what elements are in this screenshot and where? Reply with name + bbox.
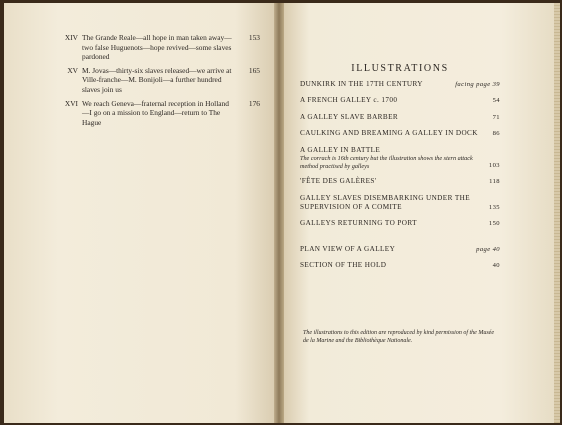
illustration-title: A GALLEY IN BATTLE [300, 145, 381, 154]
illustrations-footnote: The illustrations to this edition are reproduced by kind permission of the Musée de la Marine and the Bibliothèque Nationale. [303, 330, 494, 344]
chapter-page: 176 [248, 98, 260, 108]
page-edges [554, 3, 560, 423]
illustration-entry [300, 146, 500, 171]
illustration-entry [300, 219, 500, 228]
illustrations-list [300, 63, 500, 278]
illustration-page: 54 [492, 97, 500, 105]
contents-entry-15 [60, 66, 260, 95]
chapter-number: XIV [64, 33, 78, 42]
illustration-entry [300, 129, 500, 138]
contents-list [60, 33, 260, 131]
chapter-number: XV [67, 65, 78, 75]
plan-entry [300, 245, 500, 254]
illustration-page: 118 [489, 178, 500, 186]
illustration-page: 71 [492, 113, 500, 121]
plan-title: PLAN VIEW OF A GALLEY [300, 244, 396, 253]
illustration-title: 'FÊTE DES GALÈRES' [300, 177, 377, 186]
chapter-summary: M. Jovas—thirty-six slaves released—we arrive at Ville-franche—M. Bonijoli—a further hundred slaves join us [82, 65, 232, 94]
chapter-page: 153 [248, 33, 260, 42]
illustration-title: A GALLEY SLAVE BARBER [300, 112, 399, 121]
illustration-entry [300, 113, 500, 122]
illustration-entry [300, 177, 500, 186]
plan-entry [300, 261, 500, 270]
illustration-page: 86 [492, 130, 500, 138]
illustration-page: 103 [488, 161, 500, 169]
illustration-caption: The corrach is 16th century but the illustration shows the stern attack method practised by galleys [300, 155, 473, 170]
illustration-page: 135 [488, 204, 500, 212]
illustration-entry [300, 194, 500, 213]
illustration-entry [300, 96, 500, 105]
chapter-summary: The Grande Reale—all hope in man taken away—two false Huguenots—hope revived—some slaves pardoned [82, 33, 232, 62]
illustration-entry [300, 80, 500, 89]
contents-entry-16 [60, 99, 260, 128]
illustration-title: GALLEY SLAVES DISEMBARKING UNDER THE SUPERVISION OF A COMITE [300, 193, 470, 212]
illustration-page: facing page 39 [455, 81, 500, 88]
plan-page: 40 [492, 262, 500, 270]
illustration-title: CAULKING AND BREAMING A GALLEY IN DOCK [300, 129, 478, 138]
chapter-summary: We reach Geneva—fraternal reception in Holland—I go on a mission to England—return to The Hague [82, 98, 229, 127]
illustration-title: A FRENCH GALLEY c. 1700 [300, 96, 398, 105]
illustrations-heading: ILLUSTRATIONS [351, 63, 449, 74]
contents-entry-14 [60, 33, 260, 62]
chapter-page: 165 [248, 65, 260, 75]
plan-title: SECTION OF THE HOLD [300, 261, 387, 270]
illustration-title: GALLEYS RETURNING TO PORT [300, 219, 417, 228]
illustration-page: 150 [488, 220, 500, 228]
chapter-number: XVI [64, 98, 78, 108]
illustration-title: DUNKIRK IN THE 17TH CENTURY [300, 80, 423, 88]
book-gutter [274, 3, 284, 423]
plan-page: page 40 [476, 245, 500, 253]
